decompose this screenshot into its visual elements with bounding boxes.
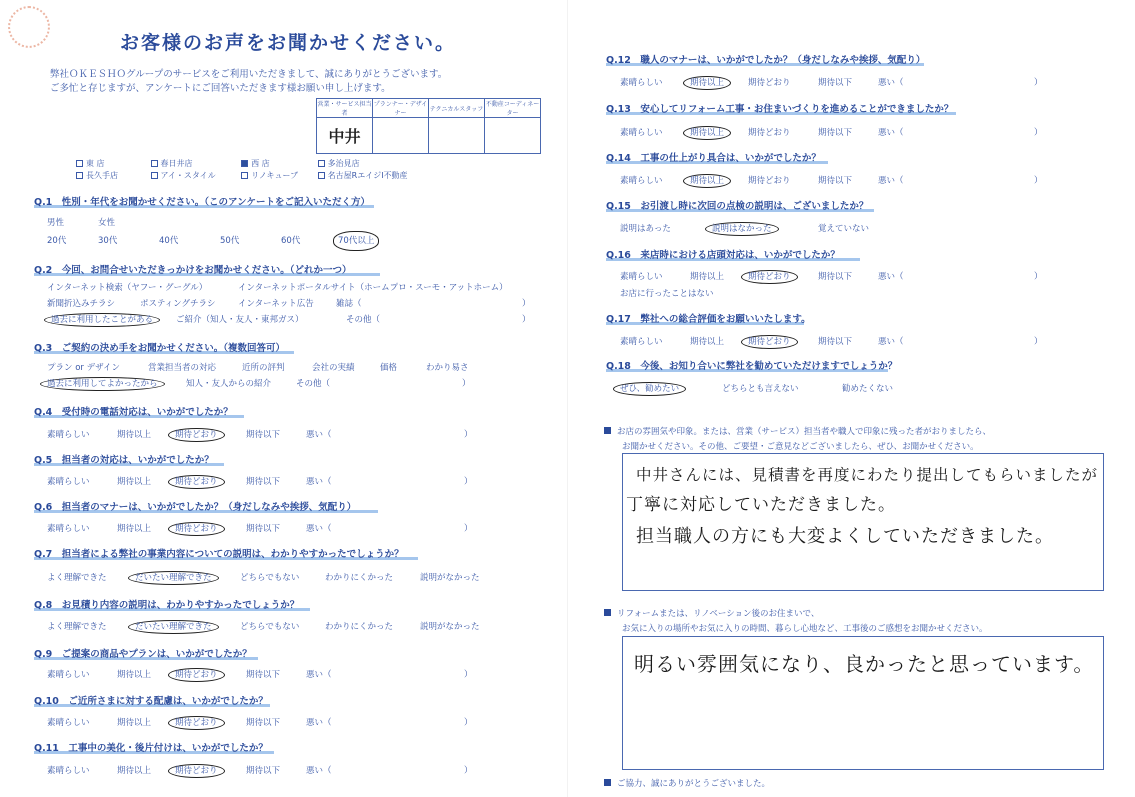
comment1-handwriting-3: 担当職人の方にも大変よくしていただきました。 xyxy=(636,526,1054,547)
q11-option[interactable]: 悪い（ xyxy=(306,766,332,776)
q13-option[interactable]: 期待どおり xyxy=(748,128,791,138)
q3-option[interactable]: 価格 xyxy=(380,363,398,373)
q6-label: Q.6 担当者のマナーは、いかがでしたか？（身だしなみや挨拶、気配り） xyxy=(34,502,357,513)
q13-option-selected[interactable]: 期待以上 xyxy=(690,126,731,138)
shop-option[interactable]: 春日井店 xyxy=(151,158,239,169)
shop-checkbox-row-2 xyxy=(76,170,408,181)
q10-option[interactable]: 期待以上 xyxy=(117,718,152,728)
q7-option[interactable]: 説明がなかった xyxy=(420,573,480,583)
q18-label: Q.18 今後、お知り合いに弊社を勧めていただけますでしょうか？ xyxy=(606,361,898,372)
q16-option[interactable]: 期待以下 xyxy=(818,272,853,282)
q3-option[interactable]: 営業担当者の対応 xyxy=(148,363,217,373)
shop-option[interactable]: アイ・スタイル xyxy=(151,170,239,181)
q10-option[interactable]: 素晴らしい xyxy=(47,718,90,728)
q1-option-selected[interactable]: 70代以上 xyxy=(340,234,379,246)
q1-option[interactable]: 40代 xyxy=(159,236,179,246)
q17-option[interactable]: 期待以上 xyxy=(690,337,725,347)
q3-option[interactable]: その他（ xyxy=(296,379,331,389)
staff-header-sales: 営業・サービス担当者 xyxy=(317,99,373,118)
q2-option[interactable]: インターネット広告 xyxy=(238,299,314,309)
shop-option[interactable]: 長久手店 xyxy=(76,170,148,181)
q8-option-selected[interactable]: だいたい理解できた xyxy=(135,620,219,632)
q14-option[interactable]: 素晴らしい xyxy=(620,176,663,186)
q14-label: Q.14 工事の仕上がり具合は、いかがでしたか？ xyxy=(606,153,821,164)
comment1-handwriting-2: 丁寧に対応していただきました。 xyxy=(626,495,896,515)
q4-option[interactable]: 悪い（ xyxy=(306,430,332,440)
q14-option[interactable]: 期待以下 xyxy=(818,176,853,186)
square-bullet-icon xyxy=(604,609,611,616)
q16-option[interactable]: 素晴らしい xyxy=(620,272,663,282)
q17-option[interactable]: 素晴らしい xyxy=(620,337,663,347)
page-title: お客様のお声をお聞かせください。 xyxy=(120,32,457,54)
q13-option[interactable]: 期待以下 xyxy=(818,128,853,138)
q4-bracket: ） xyxy=(464,430,473,440)
q3-option[interactable]: 知人・友人からの紹介 xyxy=(186,379,272,389)
q6-option[interactable]: 素晴らしい xyxy=(47,524,90,534)
q7-option[interactable]: わかりにくかった xyxy=(325,573,394,583)
q7-option-selected[interactable]: だいたい理解できた xyxy=(135,571,219,583)
q8-option[interactable]: どちらでもない xyxy=(240,622,300,632)
q14-option-selected[interactable]: 期待以上 xyxy=(690,174,731,186)
q18-option[interactable]: どちらとも言えない xyxy=(722,384,799,394)
q7-option[interactable]: よく理解できた xyxy=(47,573,107,583)
q1-label: Q.1 性別・年代をお聞かせください。（このアンケートをご記入いただく方） xyxy=(34,197,370,208)
q5-option[interactable]: 期待以下 xyxy=(246,477,281,487)
q11-option[interactable]: 期待以下 xyxy=(246,766,281,776)
q11-option[interactable]: 期待以上 xyxy=(117,766,152,776)
q17-option[interactable]: 期待以下 xyxy=(818,337,853,347)
q4-option[interactable]: 期待以上 xyxy=(117,430,152,440)
checkbox-icon xyxy=(318,172,325,179)
q17-option[interactable]: 悪い（ xyxy=(878,337,904,347)
q1-option[interactable]: 50代 xyxy=(220,236,240,246)
q1-option[interactable]: 30代 xyxy=(98,236,118,246)
q5-option-selected[interactable]: 期待どおり xyxy=(175,475,225,487)
q9-option-selected[interactable]: 期待どおり xyxy=(175,668,225,680)
checkbox-icon xyxy=(241,172,248,179)
q5-label: Q.5 担当者の対応は、いかがでしたか？ xyxy=(34,455,214,466)
q1-option[interactable]: 60代 xyxy=(281,236,301,246)
q15-option-selected[interactable]: 説明はなかった xyxy=(712,222,779,234)
q9-label: Q.9 ご提案の商品やプランは、いかがでしたか？ xyxy=(34,649,252,660)
q1-option[interactable]: 女性 xyxy=(98,218,116,228)
square-bullet-icon xyxy=(604,427,611,434)
q12-option[interactable]: 悪い（ xyxy=(878,78,904,88)
q3-label: Q.3 ご契約の決め手をお聞かせください。（複数回答可） xyxy=(34,343,286,354)
q2-option[interactable]: 新聞折込みチラシ xyxy=(47,299,116,309)
q6-bracket: ） xyxy=(464,524,473,534)
q9-option[interactable]: 期待以上 xyxy=(117,670,152,680)
stamp-mark xyxy=(8,6,50,48)
q3-option[interactable]: プラン or デザイン xyxy=(47,363,121,373)
q14-option[interactable]: 悪い（ xyxy=(878,176,904,186)
q2-label: Q.2 今回、お問合せいただきっかけをお聞かせください。（どれか一つ） xyxy=(34,265,352,276)
q13-option[interactable]: 素晴らしい xyxy=(620,128,663,138)
q7-option[interactable]: どちらでもない xyxy=(240,573,300,583)
q2-option[interactable]: 雑誌（ xyxy=(336,299,362,309)
q13-label: Q.13 安心してリフォーム工事・お住まいづくりを進めることができましたか？ xyxy=(606,104,954,115)
q14-option[interactable]: 期待どおり xyxy=(748,176,791,186)
checkbox-icon xyxy=(151,160,158,167)
shop-option-checked[interactable]: 西 店 xyxy=(241,158,315,169)
q15-option[interactable]: 説明はあった xyxy=(620,224,671,234)
sales-name: 中井 xyxy=(328,127,361,146)
q3-option[interactable]: 会社の実績 xyxy=(312,363,355,373)
q9-option[interactable]: 悪い（ xyxy=(306,670,332,680)
checkbox-icon xyxy=(76,160,83,167)
q2-option[interactable]: ご紹介（知人・友人・東邦ガス） xyxy=(176,315,304,325)
q2-option-selected[interactable]: 過去に利用したことがある xyxy=(44,313,160,325)
q4-option-selected[interactable]: 期待どおり xyxy=(175,428,225,440)
q11-option-selected[interactable]: 期待どおり xyxy=(175,764,225,776)
q12-option[interactable]: 素晴らしい xyxy=(620,78,663,88)
q4-label: Q.4 受付時の電話対応は、いかがでしたか？ xyxy=(34,407,233,418)
comment1-label-1: お店の雰囲気や印象。または、営業（サービス）担当者や職人で印象に残った者がおりましたら、 xyxy=(604,425,991,437)
q2-option[interactable]: その他（ xyxy=(346,315,381,325)
q2-bracket: ） xyxy=(522,315,531,325)
shop-option[interactable]: 東 店 xyxy=(76,158,148,169)
q9-option[interactable]: 素晴らしい xyxy=(47,670,90,680)
q3-option[interactable]: わかり易さ xyxy=(426,363,469,373)
shop-option[interactable]: 多治見店 xyxy=(318,158,360,169)
q16-option[interactable]: 期待以上 xyxy=(690,272,725,282)
q6-option-selected[interactable]: 期待どおり xyxy=(175,522,225,534)
q8-option[interactable]: よく理解できた xyxy=(47,622,107,632)
q18-option[interactable]: 勧めたくない xyxy=(842,384,894,394)
staff-header-realestate: 不動産コーディネーター xyxy=(485,99,541,118)
q5-bracket: ） xyxy=(464,477,473,487)
q3-bracket: ） xyxy=(462,379,471,389)
q10-option[interactable]: 悪い（ xyxy=(306,718,332,728)
comment1-handwriting-1: 中井さんには、見積書を再度にわたり提出してもらいましたが xyxy=(636,466,1099,484)
q10-option-selected[interactable]: 期待どおり xyxy=(175,716,225,728)
q6-option[interactable]: 悪い（ xyxy=(306,524,332,534)
q12-option-selected[interactable]: 期待以上 xyxy=(690,76,731,88)
q17-option-selected[interactable]: 期待どおり xyxy=(748,335,798,347)
q3-option-selected[interactable]: 過去に利用してよかったから xyxy=(40,377,165,389)
staff-sales-cell xyxy=(317,118,373,154)
q6-option[interactable]: 期待以下 xyxy=(246,524,281,534)
q15-label: Q.15 お引渡し時に次回の点検の説明は、ございましたか？ xyxy=(606,201,869,212)
checkbox-icon xyxy=(76,172,83,179)
comment2-label-1: リフォームまたは、リノベーション後のお住まいで、 xyxy=(604,607,819,619)
staff-realestate-cell xyxy=(485,118,541,154)
q2-option[interactable]: インターネットポータルサイト（ホームプロ・スーモ・アットホーム） xyxy=(238,283,508,293)
q16-option[interactable]: 悪い（ xyxy=(878,272,904,282)
q8-label: Q.8 お見積り内容の説明は、わかりやすかったでしょうか？ xyxy=(34,600,300,611)
q12-option[interactable]: 期待以下 xyxy=(818,78,853,88)
q5-option[interactable]: 素晴らしい xyxy=(47,477,90,487)
staff-header-tech: テクニカルスタッフ xyxy=(429,99,485,118)
q1-option[interactable]: 男性 xyxy=(47,218,65,228)
q15-option[interactable]: 覚えていない xyxy=(818,224,870,234)
q7-label: Q.7 担当者による弊社の事業内容についての説明は、わかりやすかったでしょうか？ xyxy=(34,549,404,560)
q9-bracket: ） xyxy=(464,670,473,680)
q11-bracket: ） xyxy=(464,766,473,776)
q4-option[interactable]: 期待以下 xyxy=(246,430,281,440)
intro-line-1: 弊社ＯＫＥＳＨＯグループのサービスをご利用いただきまして、誠にありがとうございます。 xyxy=(50,69,448,80)
q2-bracket: ） xyxy=(522,299,531,309)
thanks-note: ご協力、誠にありがとうございました。 xyxy=(604,777,770,789)
staff-tech-cell xyxy=(429,118,485,154)
page-fold xyxy=(567,0,568,797)
staff-header-planner: プランナー・デザイナー xyxy=(373,99,429,118)
q6-option[interactable]: 期待以上 xyxy=(117,524,152,534)
q1-option[interactable]: 20代 xyxy=(47,236,67,246)
q3-option[interactable]: 近所の評判 xyxy=(242,363,285,373)
square-bullet-icon xyxy=(604,779,611,786)
comment2-handwriting-1: 明るい雰囲気になり、良かったと思っています。 xyxy=(634,652,1095,676)
q16-label: Q.16 来店時における店頭対応は、いかがでしたか？ xyxy=(606,250,840,261)
q10-label: Q.10 ご近所さまに対する配慮は、いかがでしたか？ xyxy=(34,696,268,707)
q5-option[interactable]: 期待以上 xyxy=(117,477,152,487)
q12-option[interactable]: 期待どおり xyxy=(748,78,791,88)
q8-option[interactable]: 説明がなかった xyxy=(420,622,480,632)
shop-option[interactable]: リノキューブ xyxy=(241,170,315,181)
staff-table xyxy=(316,98,541,154)
q12-bracket: ） xyxy=(1034,78,1043,88)
q17-label: Q.17 弊社への総合評価をお願いいたします。 xyxy=(606,314,811,325)
comment1-label-2: お聞かせください。その他、ご要望・ご意見などございましたら、ぜひ、お聞かせください。 xyxy=(622,442,979,452)
q12-label: Q.12 職人のマナーは、いかがでしたか？（身だしなみや挨拶、気配り） xyxy=(606,55,926,66)
q17-bracket: ） xyxy=(1034,337,1043,347)
checkbox-icon xyxy=(318,160,325,167)
q11-option[interactable]: 素晴らしい xyxy=(47,766,90,776)
checkbox-icon xyxy=(151,172,158,179)
q9-option[interactable]: 期待以下 xyxy=(246,670,281,680)
q4-option[interactable]: 素晴らしい xyxy=(47,430,90,440)
intro-line-2: ご多忙と存じますが、アンケートにご回答いただきます様お願い申し上げます。 xyxy=(50,83,391,94)
q16-option[interactable]: お店に行ったことはない xyxy=(620,289,714,299)
q5-option[interactable]: 悪い（ xyxy=(306,477,332,487)
q16-option-selected[interactable]: 期待どおり xyxy=(748,270,798,282)
comment2-label-2: お気に入りの場所やお気に入りの時間、暮らし心地など、工事後のご感想をお聞かせください。 xyxy=(622,624,988,634)
q18-option-selected[interactable]: ぜひ、勧めたい xyxy=(620,382,686,394)
q13-option[interactable]: 悪い（ xyxy=(878,128,904,138)
staff-planner-cell xyxy=(373,118,429,154)
q2-option[interactable]: インターネット検索（ヤフー・グーグル） xyxy=(47,283,208,293)
q11-label: Q.11 工事中の美化・後片付けは、いかがでしたか？ xyxy=(34,743,268,754)
q13-bracket: ） xyxy=(1034,128,1043,138)
q8-option[interactable]: わかりにくかった xyxy=(325,622,394,632)
q10-bracket: ） xyxy=(464,718,473,728)
q16-bracket: ） xyxy=(1034,272,1043,282)
q14-bracket: ） xyxy=(1034,176,1043,186)
q2-option[interactable]: ポスティングチラシ xyxy=(140,299,216,309)
checked-checkbox-icon xyxy=(241,160,248,167)
q10-option[interactable]: 期待以下 xyxy=(246,718,281,728)
shop-option[interactable]: 名古屋RエイジI不動産 xyxy=(318,170,408,181)
shop-checkbox-row-1 xyxy=(76,158,360,169)
